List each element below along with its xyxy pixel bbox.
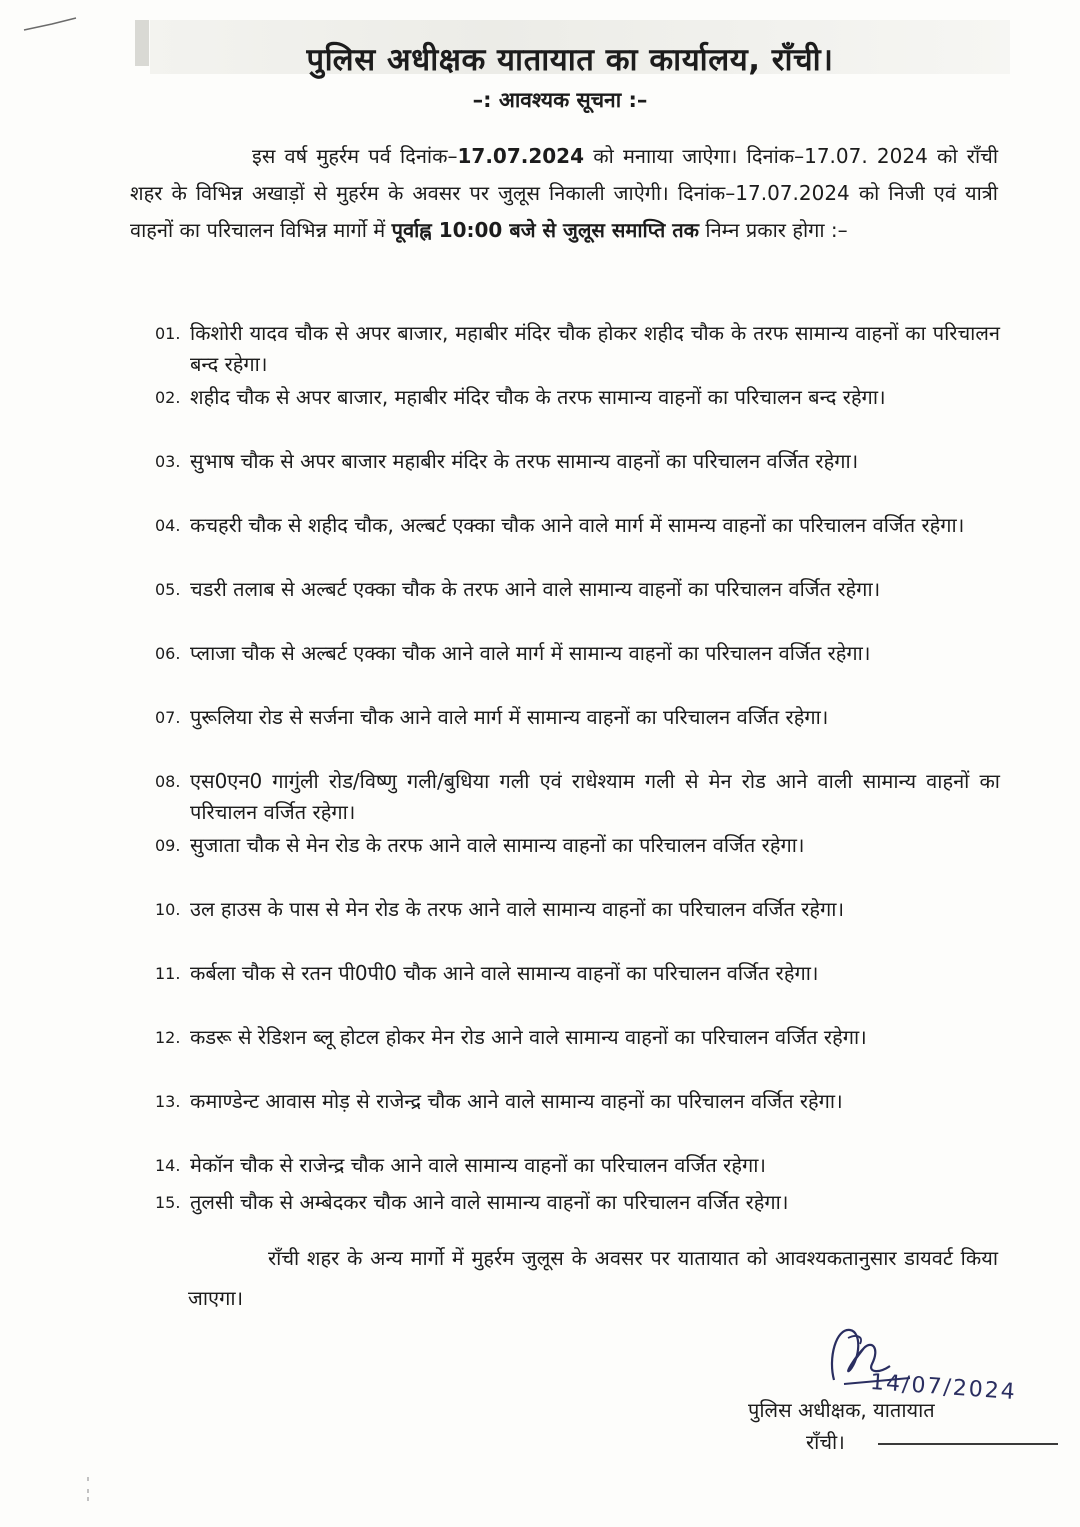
item-number: 04. xyxy=(155,516,181,535)
list-item xyxy=(155,382,1000,446)
item-number: 13. xyxy=(155,1092,181,1111)
list-item xyxy=(155,830,1000,894)
handwritten-date: 14/07/2024 xyxy=(869,1369,1018,1406)
item-text: किशोरी यादव चौक से अपर बाजार, महाबीर मंदिर चौक होकर शहीद चौक के तरफ सामान्य वाहनों का परिचालन बन्द रहेगा। xyxy=(190,321,1000,376)
list-item xyxy=(155,638,1000,702)
item-number: 02. xyxy=(155,388,181,407)
item-number: 07. xyxy=(155,708,181,727)
item-text: सुभाष चौक से अपर बाजार महाबीर मंदिर के तरफ सामान्य वाहनों का परिचालन वर्जित रहेगा। xyxy=(190,449,859,473)
office-title: पुलिस अधीक्षक यातायात का कार्यालय, राँची। xyxy=(306,42,834,78)
list-item xyxy=(155,574,1000,638)
list-item xyxy=(155,702,1000,766)
closing-paragraph: राँची शहर के अन्य मार्गो में मुहर्रम जुलूस के अवसर पर यातायात को आवश्यकतानुसार डायवर्ट किया जाएगा। xyxy=(188,1246,998,1310)
route-list xyxy=(155,318,1000,1224)
list-item xyxy=(155,318,1000,382)
list-item xyxy=(155,1086,1000,1150)
list-item xyxy=(155,894,1000,958)
list-item xyxy=(155,958,1000,1022)
item-text: कमाण्डेन्ट आवास मोड़ से राजेन्द्र चौक आने वाले सामान्य वाहनों का परिचालन वर्जित रहेगा। xyxy=(190,1089,843,1113)
item-number: 10. xyxy=(155,900,181,919)
corner-scratch xyxy=(22,16,78,34)
item-number: 12. xyxy=(155,1028,181,1047)
item-text: चडरी तलाब से अल्बर्ट एक्का चौक के तरफ आने वाले सामान्य वाहनों का परिचालन वर्जित रहेगा। xyxy=(190,577,881,601)
signatory-designation: पुलिस अधीक्षक, यातायात xyxy=(748,1398,935,1422)
item-text: मेकॉन चौक से राजेन्द्र चौक आने वाले सामान्य वाहनों का परिचालन वर्जित रहेगा। xyxy=(190,1153,766,1177)
scan-speck xyxy=(86,1475,90,1503)
list-item xyxy=(155,1150,1000,1187)
intro-text-2: को मनााया जाऐगा। दिनांक–17.07. 2024 को राँची शहर के विभिन्न अखाड़ों से मुहर्रम के अवसर पर जुलूस निकाली जाऐगी। दिनांक–17.07.2024 को निजी एवं यात्री वाहनों का परिचालन विभिन्न मार्गो में xyxy=(130,144,999,242)
signature-underline xyxy=(878,1443,1058,1445)
item-number: 03. xyxy=(155,452,181,471)
intro-paragraph xyxy=(130,138,998,249)
timing-text: पूर्वाह्न 10:00 बजे से जुलूस समाप्ति तक xyxy=(391,218,700,242)
list-item xyxy=(155,766,1000,830)
item-number: 09. xyxy=(155,836,181,855)
notice-heading: –: आवश्यक सूचना :– xyxy=(472,88,648,112)
item-text: उल हाउस के पास से मेन रोड के तरफ आने वाले सामान्य वाहनों का परिचालन वर्जित रहेगा। xyxy=(190,897,845,921)
item-text: कचहरी चौक से शहीद चौक, अल्बर्ट एक्का चौक आने वाले मार्ग में सामन्य वाहनों का परिचालन वर्जित रहेगा। xyxy=(190,513,965,537)
item-number: 14. xyxy=(155,1156,181,1175)
item-text: कडरू से रेडिशन ब्लू होटल होकर मेन रोड आने वाले सामान्य वाहनों का परिचालन वर्जित रहेगा। xyxy=(190,1025,867,1049)
item-number: 06. xyxy=(155,644,181,663)
signatory-place: राँची। xyxy=(806,1430,845,1454)
muharram-date: 17.07.2024 xyxy=(457,144,585,168)
item-text: एस0एन0 गागुंली रोड/विष्णु गली/बुधिया गली एवं राधेश्याम गली से मेन रोड आने वाली सामान्य वाहनों का परिचालन वर्जित रहेगा। xyxy=(190,769,1000,824)
list-item xyxy=(155,1022,1000,1086)
item-text: तुलसी चौक से अम्बेदकर चौक आने वाले सामान्य वाहनों का परिचालन वर्जित रहेगा। xyxy=(190,1190,789,1214)
item-text: प्लाजा चौक से अल्बर्ट एक्का चौक आने वाले मार्ग में सामान्य वाहनों का परिचालन वर्जित रहेगा। xyxy=(190,641,871,665)
item-number: 11. xyxy=(155,964,181,983)
intro-text-1: इस वर्ष मुहर्रम पर्व दिनांक– xyxy=(252,144,458,168)
item-number: 08. xyxy=(155,772,181,791)
list-item xyxy=(155,446,1000,510)
item-text: शहीद चौक से अपर बाजार, महाबीर मंदिर चौक के तरफ सामान्य वाहनों का परिचालन बन्द रहेगा। xyxy=(190,385,886,409)
intro-text-3: निम्न प्रकार होगा :– xyxy=(699,218,848,242)
item-number: 15. xyxy=(155,1193,181,1212)
item-text: पुरूलिया रोड से सर्जना चौक आने वाले मार्ग में सामान्य वाहनों का परिचालन वर्जित रहेगा। xyxy=(190,705,829,729)
item-text: सुजाता चौक से मेन रोड के तरफ आने वाले सामान्य वाहनों का परिचालन वर्जित रहेगा। xyxy=(190,833,805,857)
item-number: 05. xyxy=(155,580,181,599)
item-number: 01. xyxy=(155,324,181,343)
list-item xyxy=(155,1187,1000,1224)
list-item xyxy=(155,510,1000,574)
item-text: कर्बला चौक से रतन पी0पी0 चौक आने वाले सामान्य वाहनों का परिचालन वर्जित रहेगा। xyxy=(190,961,819,985)
